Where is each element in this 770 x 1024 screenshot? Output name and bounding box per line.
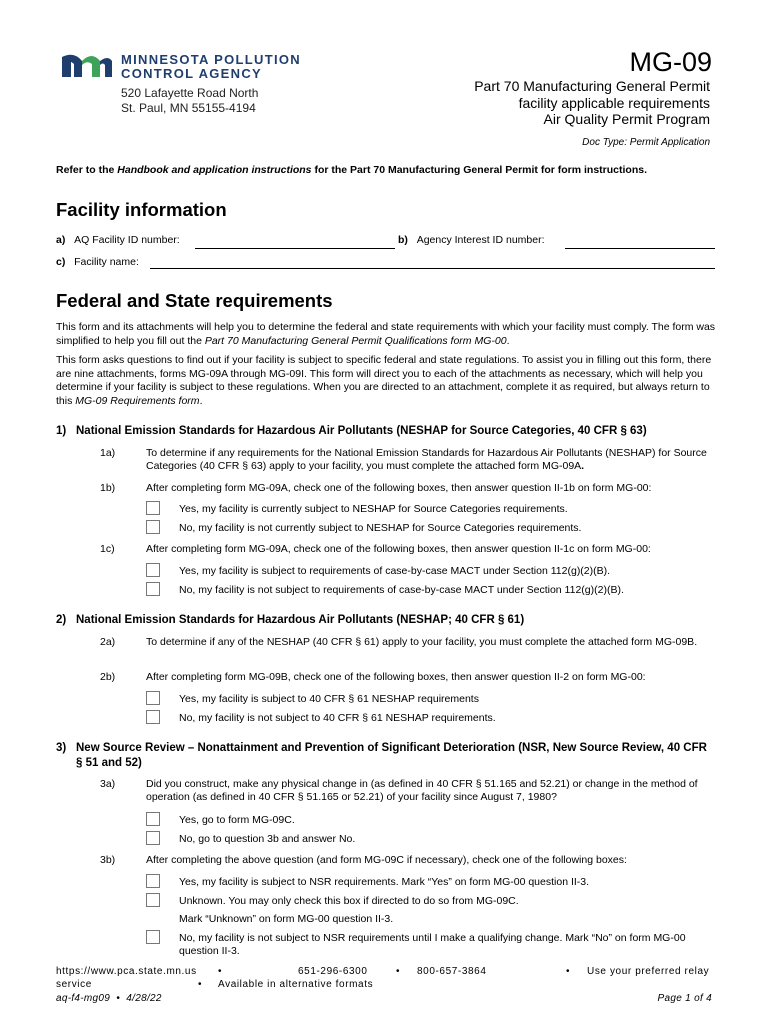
footer-page-number: Page 1 of 4 bbox=[657, 993, 712, 1004]
footer-bullet: • bbox=[396, 966, 401, 977]
footer-bullet: • bbox=[218, 966, 223, 977]
footer-phone2: 800-657-3864 bbox=[417, 966, 487, 977]
federal-heading: Federal and State requirements bbox=[56, 290, 333, 311]
title-line3: Air Quality Permit Program bbox=[543, 111, 710, 127]
federal-intro-paragraph1: This form and its attachments will help you to determine the federal and state requirements with which your facility must comply. The form was simplified to help you fill out the Part 70 Manufacturing General Permit Qualifications form MG-00. bbox=[56, 321, 716, 347]
q1a-label: 1a) bbox=[100, 447, 116, 459]
agency-address-line1: 520 Lafayette Road North bbox=[121, 86, 259, 100]
footer-url[interactable]: https://www.pca.state.mn.us bbox=[56, 966, 197, 977]
footer-relay-cont: service bbox=[56, 979, 92, 990]
mpca-logo-mark bbox=[62, 53, 112, 79]
q3a-no-label: No, go to question 3b and answer No. bbox=[179, 833, 356, 845]
refer-instructions: Refer to the Handbook and application instructions for the Part 70 Manufacturing General Permit for form instructions. bbox=[56, 164, 648, 176]
agency-name-line2: CONTROL AGENCY bbox=[121, 66, 262, 81]
aq-facility-id-label: a) AQ Facility ID number: bbox=[56, 234, 180, 246]
q1b-label: 1b) bbox=[100, 482, 116, 494]
q1b-yes-label: Yes, my facility is currently subject to NESHAP for Source Categories requirements. bbox=[179, 503, 568, 515]
q3b-no-checkbox[interactable] bbox=[146, 930, 160, 944]
q1a-text: To determine if any requirements for the National Emission Standards for Hazardous Air Pollutants (NESHAP) for Source Categories (40 CFR § 63) apply to your facility, you must complete the attached form MG-09A. bbox=[146, 447, 707, 472]
q3b-unknown-checkbox[interactable] bbox=[146, 893, 160, 907]
agency-name-line1: MINNESOTA POLLUTION bbox=[121, 52, 301, 67]
agency-interest-id-label: b) Agency Interest ID number: bbox=[398, 234, 545, 246]
q1c-no-label: No, my facility is not subject to requirements of case-by-case MACT under Section 112(g)(2)(B). bbox=[179, 584, 624, 596]
q3b-unknown-label: Unknown. You may only check this box if directed to do so from MG-09C. bbox=[179, 895, 519, 907]
q2a-label: 2a) bbox=[100, 636, 116, 648]
q3b-label: 3b) bbox=[100, 854, 116, 866]
agency-interest-id-field[interactable] bbox=[565, 248, 715, 249]
q3b-yes-checkbox[interactable] bbox=[146, 874, 160, 888]
footer-relay: Use your preferred relay bbox=[587, 966, 710, 977]
footer-bullet: • bbox=[566, 966, 571, 977]
q1c-yes-label: Yes, my facility is subject to requirements of case-by-case MACT under Section 112(g)(2)(B). bbox=[179, 565, 611, 577]
q2b-no-checkbox[interactable] bbox=[146, 710, 160, 724]
q2-title: 2) National Emission Standards for Hazardous Air Pollutants (NESHAP; 40 CFR § 61) bbox=[56, 614, 525, 626]
aq-facility-id-field[interactable] bbox=[195, 248, 395, 249]
doc-type: Doc Type: Permit Application bbox=[582, 137, 710, 148]
q1b-no-checkbox[interactable] bbox=[146, 520, 160, 534]
facility-name-label: c) Facility name: bbox=[56, 256, 139, 268]
q1c-no-checkbox[interactable] bbox=[146, 582, 160, 596]
q3b-yes-label: Yes, my facility is subject to NSR requirements. Mark “Yes” on form MG-00 question II-3. bbox=[179, 876, 590, 888]
q1b-no-label: No, my facility is not currently subject to NESHAP for Source Categories requirements. bbox=[179, 522, 582, 534]
agency-address-line2: St. Paul, MN 55155-4194 bbox=[121, 101, 256, 115]
footer-bullet: • bbox=[198, 979, 203, 990]
q3b-no-label: No, my facility is not subject to NSR requirements until I make a qualifying change. Mark “No” on form MG-00 question II-3. bbox=[179, 932, 686, 957]
q1c-label: 1c) bbox=[100, 543, 115, 555]
q2b-yes-label: Yes, my facility is subject to 40 CFR § 61 NESHAP requirements bbox=[179, 693, 479, 705]
form-number: MG-09 bbox=[629, 47, 712, 77]
q1b-yes-checkbox[interactable] bbox=[146, 501, 160, 515]
federal-intro-paragraph2: This form asks questions to find out if your facility is subject to specific federal and state regulations. To assist you in filling out this form, there are nine attachments, forms MG-09A through MG-09I. This form will direct you to each of the attachments as necessary, which will help you determine if your facility is subject to these regulations. When you are directed to an attachment, complete it as required, but always return to this MG-09 Requirements form. bbox=[56, 354, 712, 407]
title-line2: facility applicable requirements bbox=[518, 95, 710, 111]
q1-title: 1) National Emission Standards for Hazardous Air Pollutants (NESHAP for Source Categories, 40 CFR § 63) bbox=[56, 425, 647, 437]
q1b-text: After completing form MG-09A, check one of the following boxes, then answer question II-1b on form MG-00: bbox=[146, 482, 652, 494]
q3b-text: After completing the above question (and form MG-09C if necessary), check one of the following boxes: bbox=[146, 854, 627, 866]
q3a-yes-checkbox[interactable] bbox=[146, 812, 160, 826]
footer-form-code: aq-f4-mg09 • 4/28/22 bbox=[56, 993, 162, 1004]
q3a-yes-label: Yes, go to form MG-09C. bbox=[179, 814, 295, 826]
footer-alt-formats: Available in alternative formats bbox=[218, 979, 374, 990]
q1c-yes-checkbox[interactable] bbox=[146, 563, 160, 577]
facility-heading: Facility information bbox=[56, 199, 227, 220]
title-line1: Part 70 Manufacturing General Permit bbox=[474, 78, 710, 94]
q2b-label: 2b) bbox=[100, 671, 116, 683]
q2b-text: After completing form MG-09B, check one of the following boxes, then answer question II-2 on form MG-00: bbox=[146, 671, 646, 683]
q3a-label: 3a) bbox=[100, 778, 116, 790]
facility-name-field[interactable] bbox=[150, 268, 715, 269]
q1c-text: After completing form MG-09A, check one of the following boxes, then answer question II-1c on form MG-00: bbox=[146, 543, 651, 555]
q3a-no-checkbox[interactable] bbox=[146, 831, 160, 845]
q3b-unknown-note: Mark “Unknown” on form MG-00 question II-3. bbox=[179, 913, 394, 925]
q2b-no-label: No, my facility is not subject to 40 CFR § 61 NESHAP requirements. bbox=[179, 712, 496, 724]
q3a-text: Did you construct, make any physical change in (as defined in 40 CFR § 51.165 and 52.21) or change in the method of operation (as defined in 40 CFR § 51.165 or 52.21) of your facility since August 7, 1980? bbox=[146, 778, 698, 803]
footer-phone1: 651-296-6300 bbox=[298, 966, 368, 977]
q2b-yes-checkbox[interactable] bbox=[146, 691, 160, 705]
q2a-text: To determine if any of the NESHAP (40 CFR § 61) apply to your facility, you must complete the attached form MG-09B. bbox=[146, 636, 698, 648]
q3-title: 3) New Source Review – Nonattainment and Prevention of Significant Deterioration (NSR, New Source Review, 40 CFR § 51 and 52) bbox=[56, 742, 707, 769]
